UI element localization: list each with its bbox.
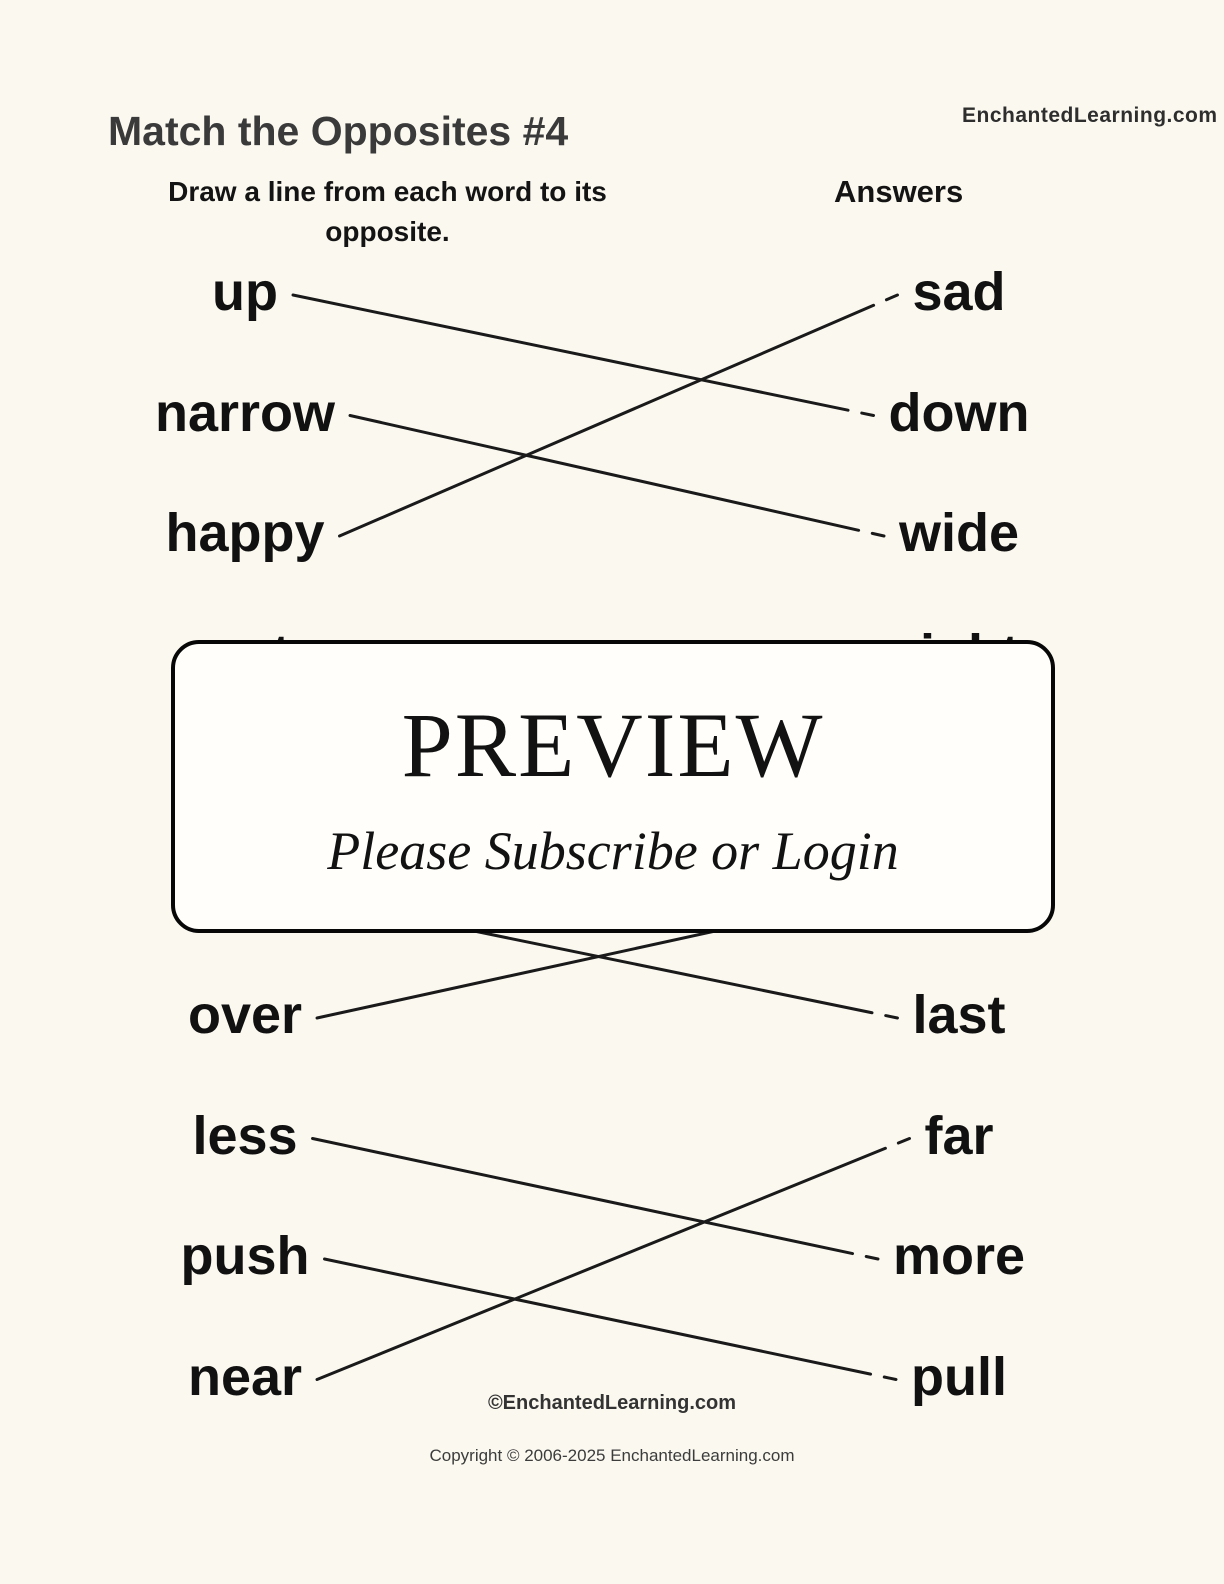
match-line <box>317 1148 885 1379</box>
left-word-text: up <box>212 262 278 322</box>
right-word-text: pull <box>911 1346 1007 1407</box>
match-line <box>340 305 874 536</box>
credit-line: ©EnchantedLearning.com <box>487 1392 737 1414</box>
right-word <box>845 257 1073 327</box>
match-line <box>325 1259 871 1374</box>
left-word <box>115 257 375 327</box>
subscribe-or-login-text[interactable]: Please Subscribe or Login <box>327 821 899 881</box>
left-word-text: narrow <box>154 382 336 443</box>
site-header-link[interactable]: EnchantedLearning.com <box>962 104 1218 127</box>
right-word <box>845 378 1073 448</box>
right-word-text: down <box>888 382 1030 443</box>
instructions-line-2: opposite. <box>325 216 450 247</box>
right-word-text: far <box>924 1105 994 1166</box>
right-word <box>845 498 1073 568</box>
copyright-line: Copyright © 2006-2025 EnchantedLearning.com <box>429 1446 795 1465</box>
left-word <box>115 378 375 448</box>
left-word-text: near <box>187 1346 303 1407</box>
match-line <box>350 416 859 531</box>
right-word-text: sad <box>912 262 1006 322</box>
left-word <box>115 980 375 1050</box>
left-word-text: push <box>180 1226 310 1286</box>
preview-overlay <box>171 640 1055 933</box>
preview-title: PREVIEW <box>401 694 825 796</box>
right-word <box>845 1221 1073 1291</box>
left-word <box>115 1221 375 1291</box>
left-word <box>115 498 375 568</box>
right-word <box>845 1101 1073 1171</box>
right-word-text: more <box>892 1226 1026 1286</box>
left-word <box>115 1101 375 1171</box>
right-word-text: wide <box>898 503 1020 563</box>
right-word-text: last <box>912 985 1006 1045</box>
answers-label: Answers <box>834 174 964 209</box>
left-word-text: less <box>192 1105 298 1166</box>
page-title: Match the Opposites #4 <box>108 108 569 154</box>
instructions-line-1: Draw a line from each word to its <box>168 176 607 207</box>
left-word-text: over <box>187 985 303 1045</box>
right-word <box>845 980 1073 1050</box>
left-word-text: happy <box>165 503 325 563</box>
